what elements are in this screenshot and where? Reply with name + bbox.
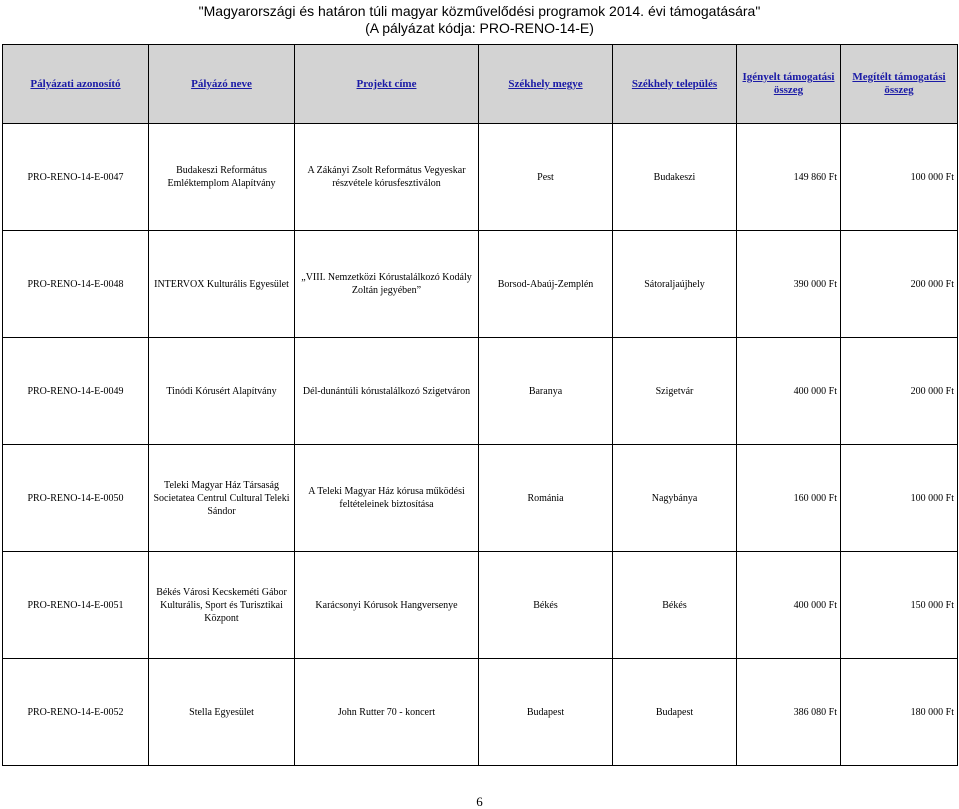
cell-awarded-amount: 200 000 Ft	[841, 231, 958, 338]
header-requested-amount: Igényelt támogatási összeg	[737, 45, 841, 124]
cell-awarded-amount: 180 000 Ft	[841, 659, 958, 766]
cell-county: Románia	[479, 445, 613, 552]
grants-table	[2, 44, 958, 766]
cell-applicant-id: PRO-RENO-14-E-0050	[3, 445, 149, 552]
cell-county: Békés	[479, 552, 613, 659]
title-line-1: "Magyarországi és határon túli magyar közművelődési programok 2014. évi támogatására"	[198, 3, 761, 19]
cell-requested-amount: 386 080 Ft	[737, 659, 841, 766]
cell-applicant-id: PRO-RENO-14-E-0047	[3, 124, 149, 231]
cell-awarded-amount: 100 000 Ft	[841, 445, 958, 552]
table-row	[3, 124, 958, 231]
cell-applicant-id: PRO-RENO-14-E-0051	[3, 552, 149, 659]
table-row	[3, 338, 958, 445]
cell-applicant-id: PRO-RENO-14-E-0049	[3, 338, 149, 445]
cell-applicant-name: Tinódi Kórusért Alapítvány	[149, 338, 295, 445]
cell-project-title: Karácsonyi Kórusok Hangversenye	[295, 552, 479, 659]
header-town: Székhely település	[613, 45, 737, 124]
cell-requested-amount: 160 000 Ft	[737, 445, 841, 552]
table-row	[3, 659, 958, 766]
cell-town: Budapest	[613, 659, 737, 766]
table-row	[3, 552, 958, 659]
cell-awarded-amount: 150 000 Ft	[841, 552, 958, 659]
cell-requested-amount: 149 860 Ft	[737, 124, 841, 231]
header-awarded-amount: Megítélt támogatási összeg	[841, 45, 958, 124]
cell-town: Szigetvár	[613, 338, 737, 445]
cell-town: Budakeszi	[613, 124, 737, 231]
cell-county: Budapest	[479, 659, 613, 766]
header-project-title: Projekt címe	[295, 45, 479, 124]
cell-project-title: „VIII. Nemzetközi Kórustalálkozó Kodály Zoltán jegyében”	[295, 231, 479, 338]
cell-applicant-name: Budakeszi Református Emléktemplom Alapítvány	[149, 124, 295, 231]
cell-applicant-name: Békés Városi Kecskeméti Gábor Kulturális, Sport és Turisztikai Központ	[149, 552, 295, 659]
page-number: 6	[476, 794, 483, 809]
cell-project-title: John Rutter 70 - koncert	[295, 659, 479, 766]
table-header-row	[3, 45, 958, 124]
cell-applicant-name: Teleki Magyar Ház Társaság Societatea Centrul Cultural Teleki Sándor	[149, 445, 295, 552]
cell-requested-amount: 390 000 Ft	[737, 231, 841, 338]
cell-requested-amount: 400 000 Ft	[737, 552, 841, 659]
cell-applicant-id: PRO-RENO-14-E-0048	[3, 231, 149, 338]
cell-requested-amount: 400 000 Ft	[737, 338, 841, 445]
cell-county: Borsod-Abaúj-Zemplén	[479, 231, 613, 338]
cell-town: Nagybánya	[613, 445, 737, 552]
table-row	[3, 231, 958, 338]
title-line-2: (A pályázat kódja: PRO-RENO-14-E)	[365, 20, 594, 36]
cell-applicant-id: PRO-RENO-14-E-0052	[3, 659, 149, 766]
header-applicant-name: Pályázó neve	[149, 45, 295, 124]
cell-awarded-amount: 200 000 Ft	[841, 338, 958, 445]
cell-county: Baranya	[479, 338, 613, 445]
cell-project-title: A Teleki Magyar Ház kórusa működési feltételeinek biztosítása	[295, 445, 479, 552]
cell-applicant-name: Stella Egyesület	[149, 659, 295, 766]
header-applicant-id: Pályázati azonosító	[3, 45, 149, 124]
cell-awarded-amount: 100 000 Ft	[841, 124, 958, 231]
cell-town: Sátoraljaújhely	[613, 231, 737, 338]
cell-town: Békés	[613, 552, 737, 659]
cell-applicant-name: INTERVOX Kulturális Egyesület	[149, 231, 295, 338]
table-row	[3, 445, 958, 552]
header-county: Székhely megye	[479, 45, 613, 124]
cell-project-title: A Zákányi Zsolt Református Vegyeskar részvétele kórusfesztiválon	[295, 124, 479, 231]
cell-project-title: Dél-dunántúli kórustalálkozó Szigetváron	[295, 338, 479, 445]
cell-county: Pest	[479, 124, 613, 231]
